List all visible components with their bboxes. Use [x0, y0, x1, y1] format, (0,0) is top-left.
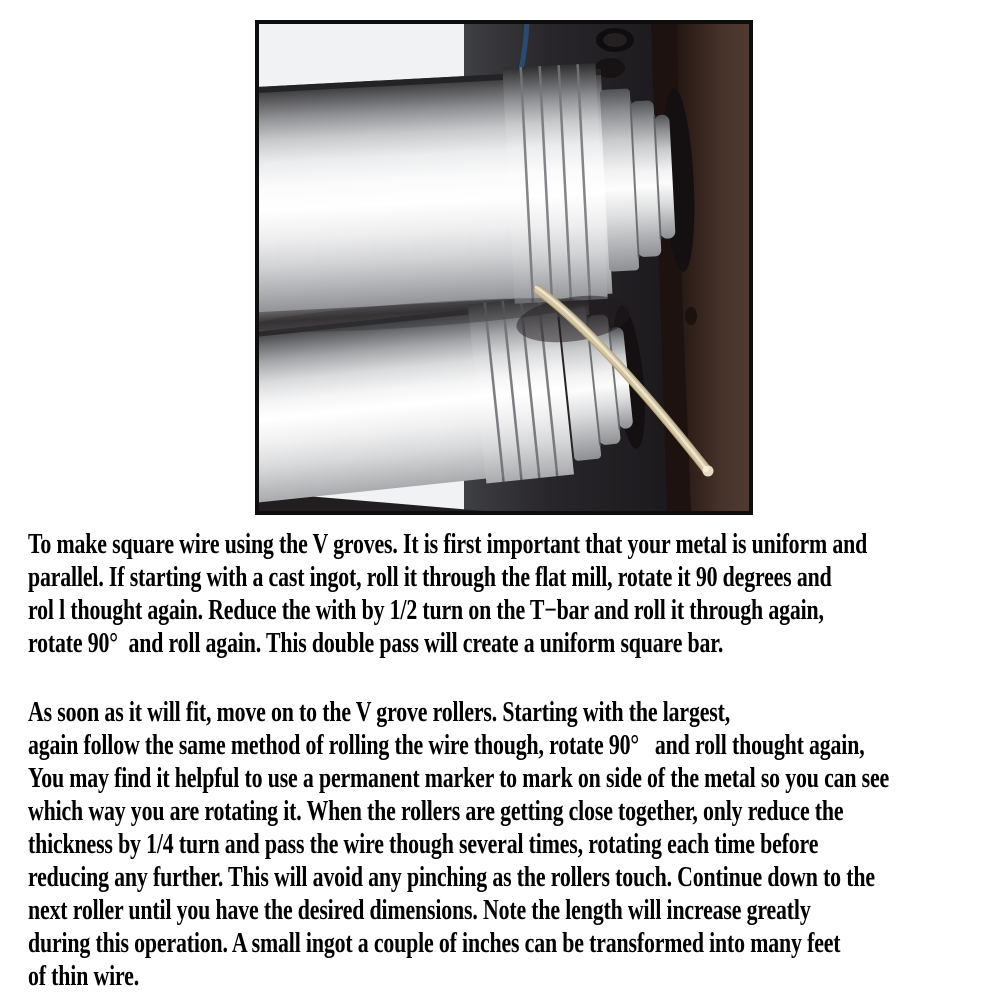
text-line: next roller until you have the desired dimensions. Note the length will increase greatly	[28, 895, 811, 926]
text-line: of thin wire.	[28, 961, 140, 992]
text-line: rotate 90° and roll again. This double pass will create a uniform square bar.	[28, 628, 724, 659]
rolling-mill-photo	[255, 20, 753, 515]
top-roller-grooves	[502, 63, 607, 304]
text-line: parallel. If starting with a cast ingot, roll it through the flat mill, rotate it 90 degrees and	[28, 562, 832, 593]
text-line: during this operation. A small ingot a couple of inches can be transformed into many feet	[28, 928, 841, 959]
text-line: which way you are rotating it. When the rollers are getting close together, only reduce the	[28, 796, 844, 827]
text-line: reducing any further. This will avoid any pinching as the rollers touch. Continue down to the	[28, 862, 875, 893]
text-line: As soon as it will fit, move on to the V grove rollers. Starting with the largest,	[28, 697, 731, 728]
text-line: again follow the same method of rolling the wire though, rotate 90° and roll thought again,	[28, 730, 865, 761]
text-line: You may find it helpful to use a permanent marker to mark on side of the metal so you can see	[28, 763, 890, 794]
text-line: To make square wire using the V groves. It is first important that your metal is uniform and	[28, 529, 868, 560]
instructions-paragraph-1	[28, 528, 993, 660]
rolling-mill-photo-art	[259, 24, 749, 511]
text-line: rol l thought again. Reduce the with by 1/2 turn on the T−bar and roll it through again,	[28, 595, 824, 626]
instructions-paragraph-2	[28, 696, 993, 993]
screw-hole	[685, 307, 697, 325]
text-line: thickness by 1/4 turn and pass the wire though several times, rotating each time before	[28, 829, 819, 860]
